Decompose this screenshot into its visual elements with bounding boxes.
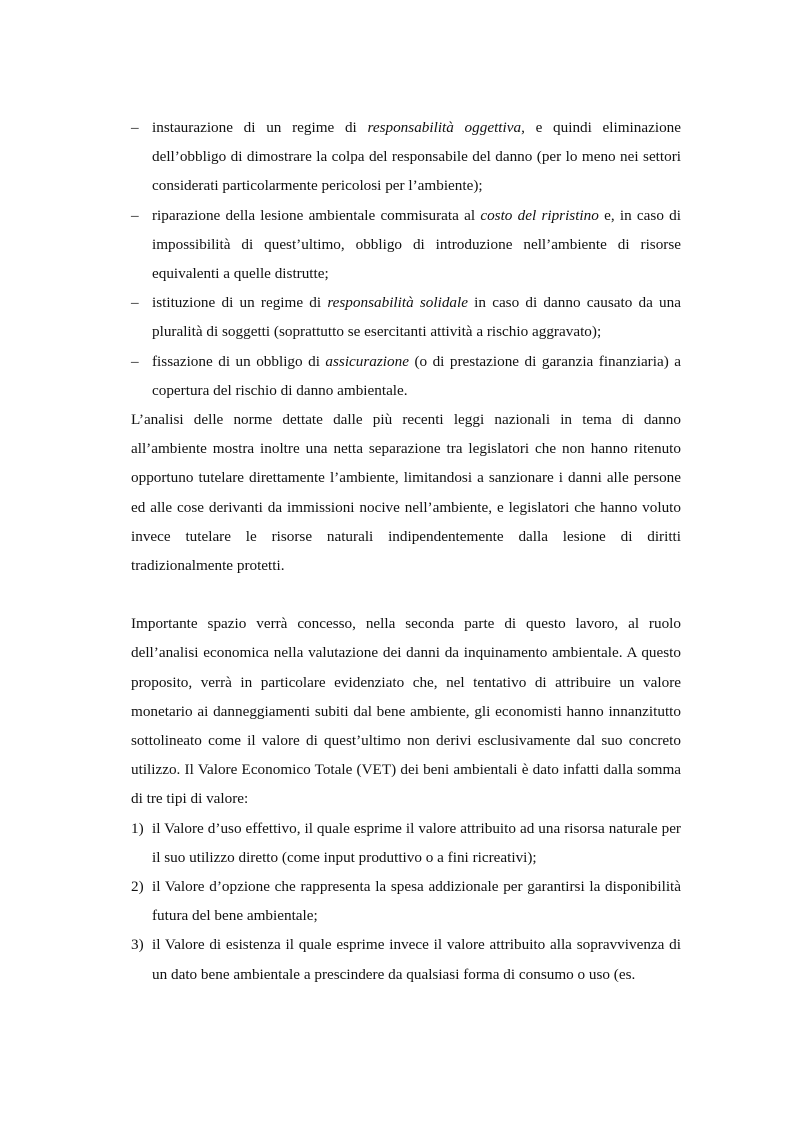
bullet-item xyxy=(131,288,681,346)
paragraph-spacer xyxy=(131,580,681,609)
numbered-text: il Valore d’uso effettivo, il quale esprime il valore attribuito ad una risorsa naturale per il suo utilizzo diretto (come input produttivo o a fini ricreativi); xyxy=(152,819,681,866)
bullet-item xyxy=(131,113,681,201)
paragraph-economic-analysis: Importante spazio verrà concesso, nella seconda parte di questo lavoro, al ruolo dell’analisi economica nella valutazione dei danni da inquinamento ambientale. A questo proposito, verrà in particolare evidenziato che, nel tentativo di attribuire un valore monetario ai danneggiamenti subiti dal bene ambiente, gli economisti hanno innanzitutto sottolineato come il valore di quest’ultimo non derivi esclusivamente dal suo concreto utilizzo. Il Valore Economico Totale (VET) dei beni ambientali è dato infatti dalla somma di tre tipi di valore: xyxy=(131,615,681,808)
document-page xyxy=(131,113,681,989)
numbered-item xyxy=(131,930,681,988)
numbered-item xyxy=(131,814,681,872)
bullet-text: instaurazione di un regime di responsabilità oggettiva, e quindi eliminazione dell’obbligo di dimostrare la colpa del responsabile del danno (per lo meno nei settori considerati particolarmente pericolosi per l’ambiente); xyxy=(152,119,681,195)
bullet-item xyxy=(131,201,681,289)
bullet-item xyxy=(131,347,681,405)
numbered-list xyxy=(131,814,681,989)
number-marker: 3) xyxy=(131,936,144,954)
dash-marker: – xyxy=(131,206,139,224)
numbered-text: il Valore d’opzione che rappresenta la spesa addizionale per garantirsi la disponibilità futura del bene ambientale; xyxy=(152,878,681,925)
bullet-text: fissazione di un obbligo di assicurazione (o di prestazione di garanzia finanziaria) a copertura del rischio di danno ambientale. xyxy=(152,352,681,399)
bullet-text: istituzione di un regime di responsabilità solidale in caso di danno causato da una pluralità di soggetti (soprattutto se esercitanti attività a rischio aggravato); xyxy=(152,294,681,341)
numbered-item xyxy=(131,872,681,930)
number-marker: 2) xyxy=(131,878,144,896)
bullet-text: riparazione della lesione ambientale commisurata al costo del ripristino e, in caso di impossibilità di quest’ultimo, obbligo di introduzione nell’ambiente di risorse equivalenti a quelle distrutte; xyxy=(152,206,681,283)
dash-marker: – xyxy=(131,352,139,370)
numbered-text: il Valore di esistenza il quale esprime invece il valore attribuito alla sopravvivenza di un dato bene ambientale a prescindere da qualsiasi forma di consumo o uso (es. xyxy=(152,936,681,983)
number-marker: 1) xyxy=(131,819,144,837)
paragraph-legislation: L’analisi delle norme dettate dalle più recenti leggi nazionali in tema di danno all’ambiente mostra inoltre una netta separazione tra legislatori che non hanno ritenuto opportuno tutelare direttamente l’ambiente, limitandosi a sanzionare i danni alle persone ed alle cose derivanti da immissioni nocive nell’ambiente, e legislatori che hanno voluto invece tutelare le risorse naturali indipendentemente dalla lesione di diritti tradizionalmente protetti. xyxy=(131,411,681,575)
bullet-list xyxy=(131,113,681,405)
dash-marker: – xyxy=(131,294,139,312)
dash-marker: – xyxy=(131,119,139,136)
